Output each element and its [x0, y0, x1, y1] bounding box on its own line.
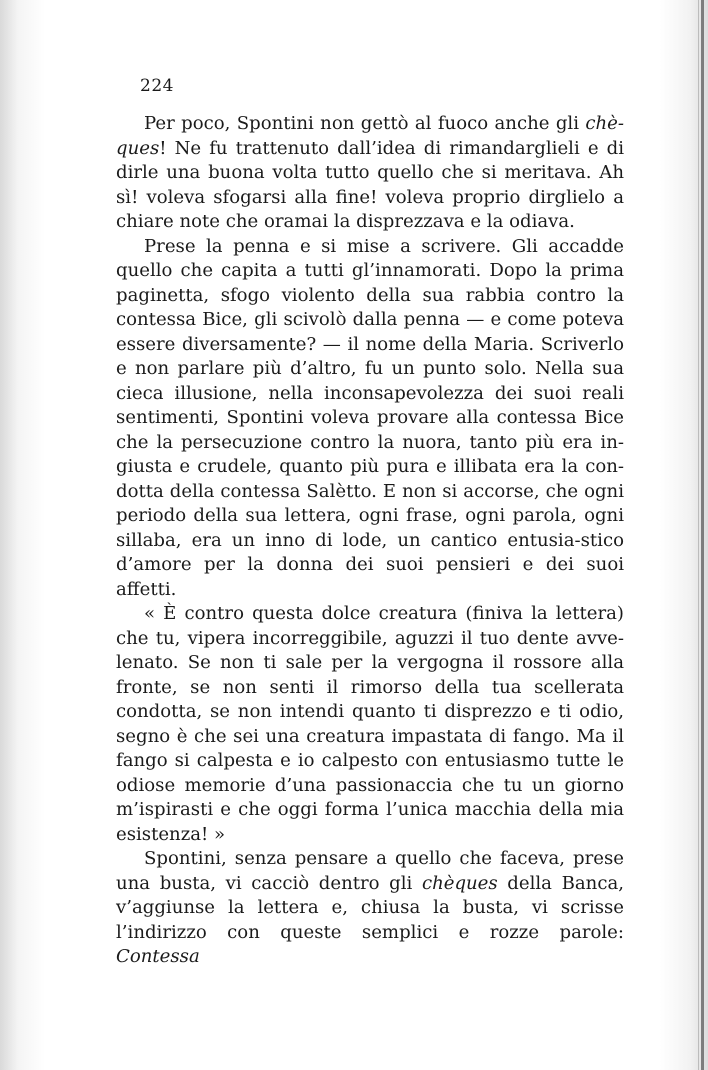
italic-word: Contessa: [116, 946, 200, 967]
page-spine-edge: [701, 0, 704, 1070]
text-run: Spontini, senza pensare a quello che faceva, prese una busta, vi cacciò dentro gli: [116, 848, 624, 894]
page-number: 224: [140, 76, 174, 96]
body-text: [116, 112, 624, 970]
paragraph-letter-quote: [116, 602, 624, 847]
text-run: « È contro questa dolce creatura (finiva la lettera) che tu, vipera incorreggibile, aguzzi il tuo dente avve-lenato. Se non ti sale per la vergogna il rossore alla fronte, se non senti il rimorso della tua scellerata condotta, se non intendi quanto ti disprezzo e ti odio, segno è che sei una creatura impastata di fango. Ma il fango si calpesta e io calpesto con entusiasmo tutte le odiose memorie d’una passionaccia che tu un giorno m’ispirasti e che oggi forma l’unica macchia della mia esistenza! »: [116, 603, 624, 845]
text-run: della Banca, v’aggiunse la lettera e, chiusa la busta, vi scrisse l’indirizzo con queste semplici e rozze parole:: [116, 872, 624, 943]
paragraph: [116, 112, 624, 235]
paragraph: [116, 847, 624, 970]
page-spine-shadow: [698, 0, 699, 1070]
text-run: Prese la penna e si mise a scrivere. Gli accadde quello che capita a tutti gl’innamorati. Dopo la prima paginetta, sfogo violento della sua rabbia contro la contessa Bice, gli scivolò dalla penna — e come poteva essere diversamente? — il nome della Maria. Scriverlo e non parlare più d’altro, fu un punto solo. Nella sua cieca illusione, nella inconsapevolezza dei suoi reali sentimenti, Spontini voleva provare alla contessa Bice che la persecuzione contro la nuora, tanto più era in-giusta e crudele, quanto più pura e illibata era la con-dotta della contessa Salètto. E non si accorse, che ogni periodo della sua lettera, ogni frase, ogni parola, ogni sillaba, era un inno di lode, un cantico entusia-stico d’amore per la donna dei suoi pensieri e dei suoi affetti.: [116, 235, 624, 600]
paragraph: [116, 235, 624, 603]
text-run: Per poco, Spontini non gettò al fuoco anche gli: [144, 113, 586, 134]
italic-word: chè-ques: [116, 113, 624, 159]
italic-word: chèques: [421, 872, 498, 894]
text-run: ! Ne fu trattenuto dall’idea di rimandarglieli e di dirle una buona volta tutto quello che si meritava. Ah sì! voleva sfogarsi alla fine! voleva proprio dirglielo a chiare note che oramai la disprezzava e la odiava.: [116, 137, 624, 232]
